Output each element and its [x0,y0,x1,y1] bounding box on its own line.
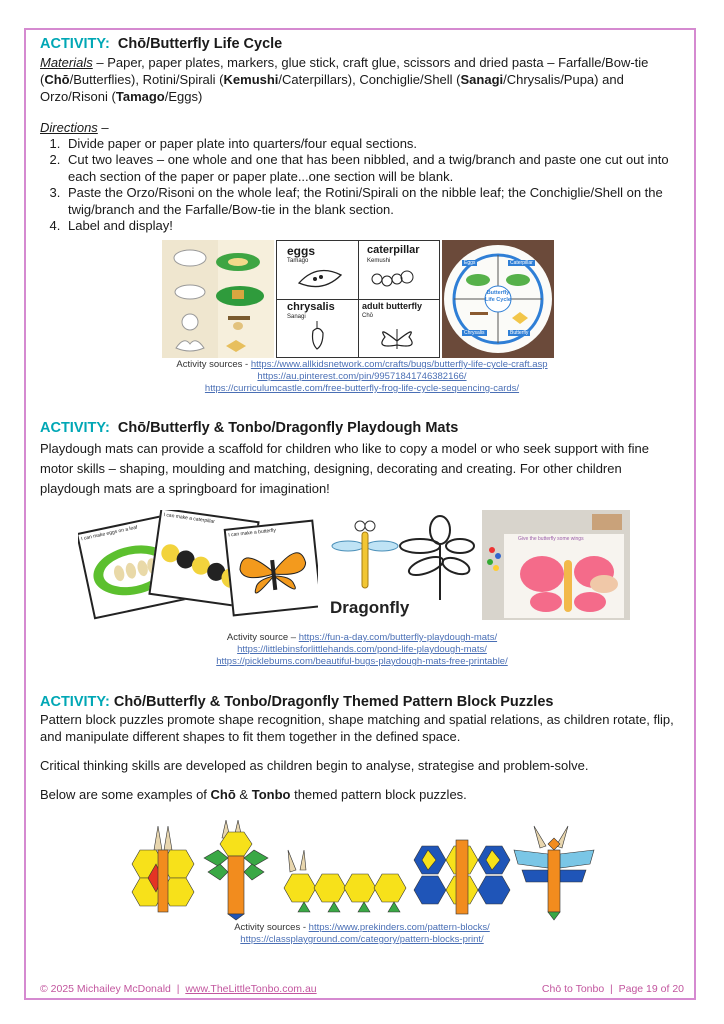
sources-label: Activity sources - [176,359,251,370]
section-playdough-mats [40,420,684,499]
list-item: 1. Divide paper or paper plate into quarters/four equal sections. [64,136,684,152]
pattern-dragonfly-1 [204,820,268,920]
playdough-paragraph: Playdough mats can provide a scaffold for children who like to copy a model or who seek support with fine motor skills – shaping, moulding and matching, designing, decorating and creating. For other children playdough mats are a springboard for imagination! [40,441,649,496]
p3-text: Below are some examples of [40,787,211,802]
source-link[interactable]: https://classplayground.com/category/pattern-blocks-print/ [240,934,484,945]
sources-label: Activity source – [226,632,299,643]
card-sub-caterpillar: Kemushi [367,258,391,264]
dragonfly-mat-image [328,512,476,624]
materials-bold: Kemushi [223,72,279,87]
dragonfly-label: Dragonfly [330,598,410,617]
sources-life-cycle [0,359,724,395]
plate-center-label: Butterfly Life Cycle [485,290,511,303]
materials-text: /Caterpillars), Conchiglie/Shell ( [278,72,461,87]
directions-list [40,136,684,234]
section-title-text: Chō/Butterfly & Tonbo/Dragonfly Themed Pattern Block Puzzles [113,694,554,710]
playdough-mats-image [78,510,318,622]
source-link[interactable]: https://au.pinterest.com/pin/99571841746382166/ [257,371,467,382]
section-title [40,694,684,710]
card-sub-eggs: Tamago [287,258,309,264]
activity-keyword: ACTIVITY: [40,36,110,52]
sources-label: Activity sources - [234,922,309,933]
footer-separator: | [176,983,180,995]
pattern-butterfly-1 [132,826,194,912]
mat-caption: I can make eggs on a leaf [80,524,138,543]
p3-text: themed pattern block puzzles. [290,787,467,802]
mat-caption: I can make a caterpillar [163,511,216,526]
directions-dash: – [97,120,109,135]
materials-bold: Tamago [115,89,165,104]
card-sub-adult: Chō [362,313,374,319]
footer-left [40,983,317,995]
footer-right [542,983,684,995]
pattern-caterpillar [284,850,406,912]
activity-keyword: ACTIVITY: [40,694,110,710]
pattern-paragraph-2: Critical thinking skills are developed as children begin to analyse, strategise and problem-solve. [40,758,589,773]
activity-keyword: ACTIVITY: [40,420,110,436]
section-title [40,36,684,52]
footer-site-link[interactable]: www.TheLittleTonbo.com.au [185,983,317,995]
p3-text: & [235,787,252,802]
sources-playdough [0,632,724,668]
materials-text: – Paper, paper plates, markers, glue stick, craft glue, scissors and dried pasta – Farfalle/Bow-tie ( [40,55,649,87]
source-link[interactable]: https://littlebinsforlittlehands.com/pond-life-playdough-mats/ [237,644,487,655]
materials-label: Materials [40,55,93,70]
card-label-caterpillar: caterpillar [367,244,420,256]
card-sub-chrysalis: Sanagi [287,314,306,320]
photo-caption: Give the butterfly some wings [518,536,584,542]
list-item: 2. Cut two leaves – one whole and one that has been nibbled, and a twig/branch and paste one cut out into each section of the paper or paper plate...one section will be blank. [64,152,684,185]
section-pattern-blocks [40,694,684,803]
source-link[interactable]: https://www.allkidsnetwork.com/crafts/bugs/butterfly-life-cycle-craft.asp [250,359,548,370]
materials-bold: Sanagi [460,72,504,87]
plate-label-caterpillar: Caterpillar [510,260,533,266]
section-life-cycle [40,36,684,234]
card-label-chrysalis: chrysalis [287,301,335,313]
materials-text: /Eggs) [164,89,203,104]
pattern-butterfly-2 [414,840,510,914]
p3-bold: Tonbo [251,787,291,802]
pattern-paragraph-1: Pattern block puzzles promote shape recognition, shape matching and spatial relations, as children rotate, flip, and manipulate different shapes to fit them together in the defined space. [40,712,674,744]
sequencing-card [276,240,440,358]
sources-pattern-blocks [0,922,724,946]
section-title [40,420,684,436]
directions-heading [40,119,684,136]
pattern-dragonfly-2 [514,826,594,920]
paper-plate-craft [442,240,554,358]
list-item: 4. Label and display! [64,218,684,234]
footer-page-number: Page 19 of 20 [618,983,684,995]
mat-butterfly [224,520,318,617]
footer-doc-title: Chō to Tonbo [541,983,605,995]
source-link[interactable]: https://curriculumcastle.com/free-butterfly-frog-life-cycle-sequencing-cards/ [204,383,520,394]
plate-label-butterfly: Butterfly [510,330,529,336]
plate-label-eggs: Eggs [464,260,476,266]
pattern-block-puzzles [118,820,608,922]
craft-photo [162,240,274,358]
source-link[interactable]: https://picklebums.com/beautiful-bugs-playdough-mats-free-printable/ [216,656,508,667]
playdough-photo [482,510,630,620]
materials-bold: Chō [44,72,70,87]
section-title-text: Chō/Butterfly & Tonbo/Dragonfly Playdough Mats [117,420,459,436]
materials-text: /Chrysalis/Pupa) and Orzo/Risoni ( [40,72,624,104]
source-link[interactable]: https://fun-a-day.com/butterfly-playdough-mats/ [298,632,498,643]
plate-label-chrysalis: Chrysalis [464,330,485,336]
list-item: 3. Paste the Orzo/Risoni on the whole leaf; the Rotini/Spirali on the nibble leaf; the Conchiglie/Shell on the twig/branch and the Farfalle/Bow-tie in the blank section. [64,185,684,218]
source-link[interactable]: https://www.prekinders.com/pattern-blocks/ [308,922,490,933]
card-label-eggs: eggs [287,244,316,258]
directions-label: Directions [40,120,98,135]
mat-caption: I can make a butterfly [228,527,277,539]
p3-bold: Chō [210,787,236,802]
materials-text: /Butterflies), Rotini/Spirali ( [69,72,224,87]
section-title-text: Chō/Butterfly Life Cycle [117,36,283,52]
footer-copyright: © 2025 Michailey McDonald [40,983,171,995]
footer-separator: | [610,983,613,995]
card-label-adult: adult butterfly [362,301,422,311]
pattern-paragraph-3 [40,786,684,803]
materials-paragraph [40,54,684,105]
